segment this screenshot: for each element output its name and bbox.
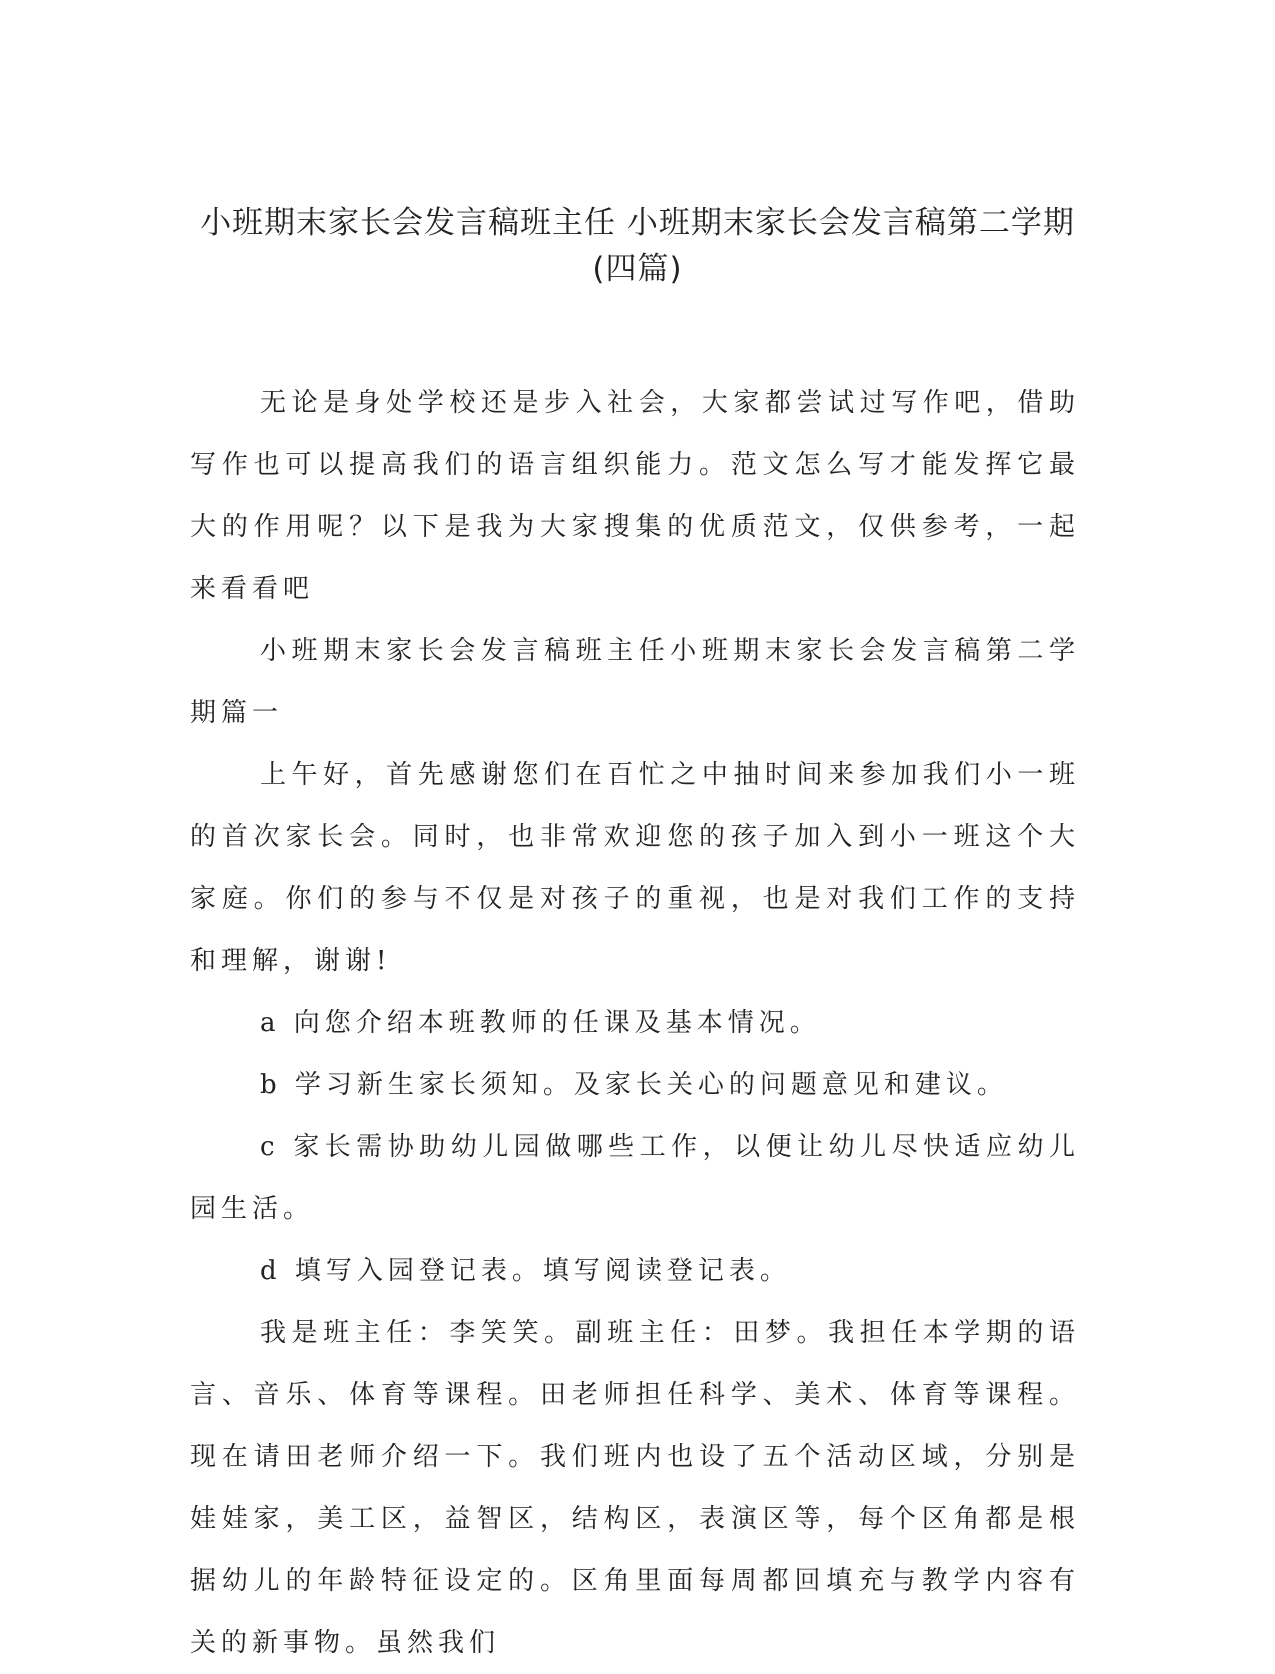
section-heading: 小班期末家长会发言稿班主任小班期末家长会发言稿第二学期篇一 <box>190 636 1080 728</box>
intro-paragraph: 无论是身处学校还是步入社会，大家都尝试过写作吧，借助写作也可以提高我们的语言组织能力。范文怎么写才能发挥它最大的作用呢？以下是我为大家搜集的优质范文，仅供参考，一起来看看吧 <box>190 388 1080 604</box>
teacher-intro-paragraph: 我是班主任：李笑笑。副班主任：田梦。我担任本学期的语言、音乐、体育等课程。田老师担任科学、美术、体育等课程。现在请田老师介绍一下。我们班内也设了五个活动区域，分别是娃娃家，美工区，益智区，结构区，表演区等，每个区角都是根据幼儿的年龄特征设定的。区角里面每周都回填充与教学内容有关的新事物。虽然我们 <box>190 1318 1080 1658</box>
document-body <box>190 372 1080 1674</box>
agenda-item-b: b 学习新生家长须知。及家长关心的问题意见和建议。 <box>260 1070 1008 1100</box>
document-title: 小班期末家长会发言稿班主任 小班期末家长会发言稿第二学期(四篇) <box>200 205 1075 287</box>
greeting-paragraph: 上午好，首先感谢您们在百忙之中抽时间来参加我们小一班的首次家长会。同时，也非常欢迎您的孩子加入到小一班这个大家庭。你们的参与不仅是对孩子的重视，也是对我们工作的支持和理解，谢谢! <box>190 760 1080 976</box>
agenda-item-d: d 填写入园登记表。填写阅读登记表。 <box>260 1256 791 1286</box>
agenda-item-a: a 向您介绍本班教师的任课及基本情况。 <box>260 1008 821 1038</box>
agenda-item-c: c 家长需协助幼儿园做哪些工作，以便让幼儿尽快适应幼儿园生活。 <box>190 1132 1080 1224</box>
